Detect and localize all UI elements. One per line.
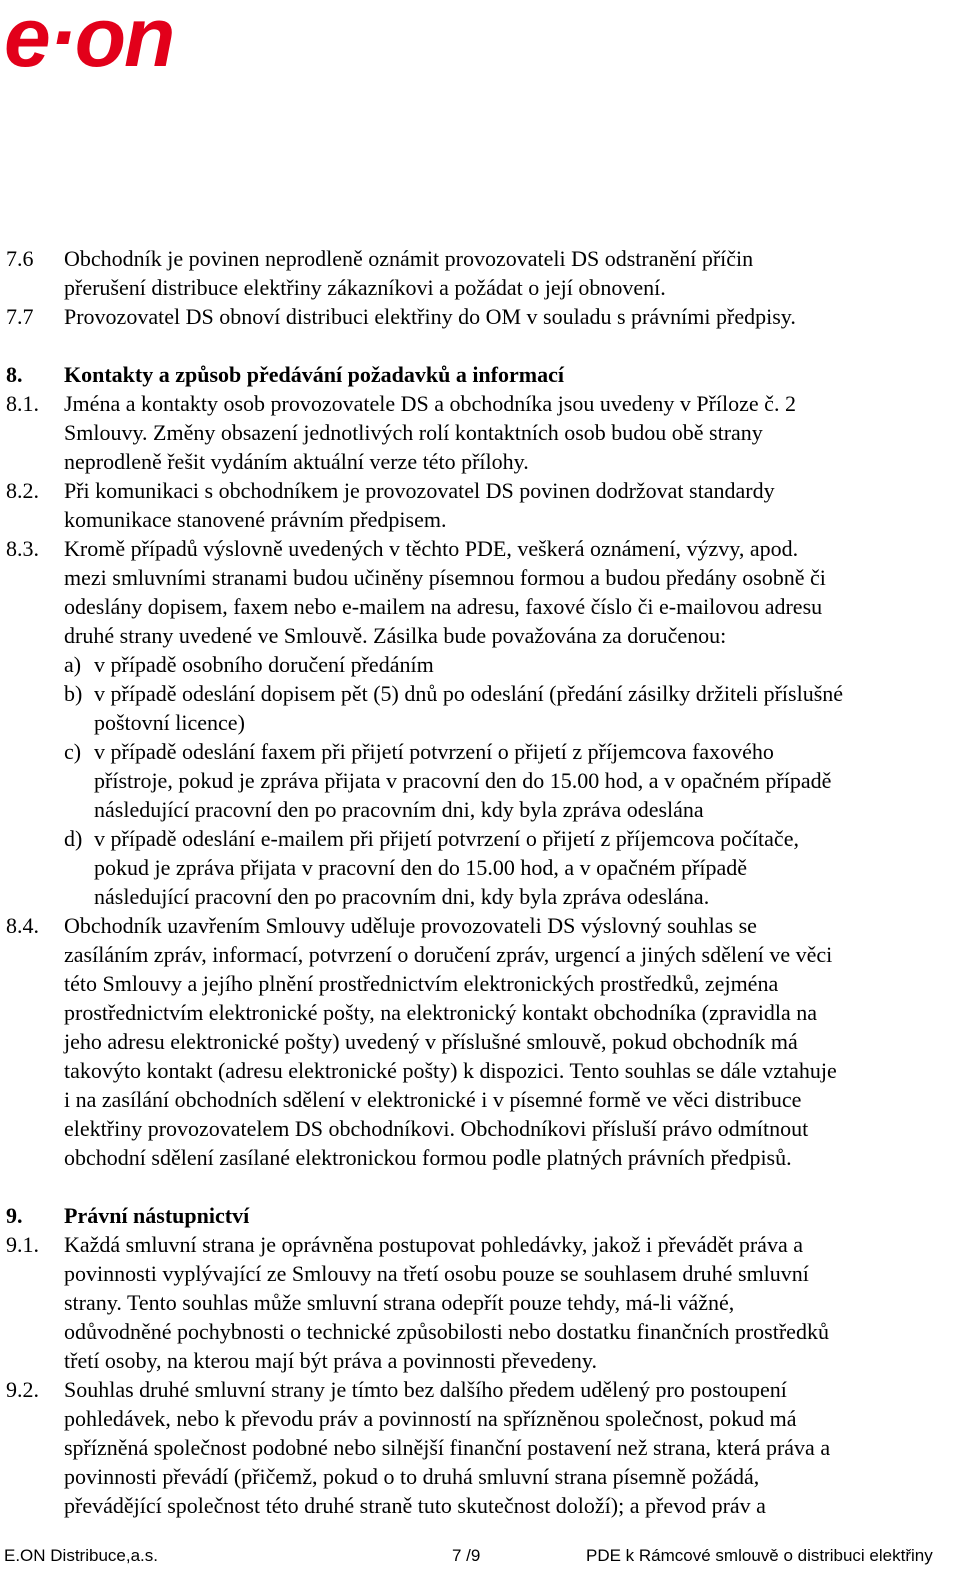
clause-8-4-line1 — [0, 911, 960, 940]
clause-7-7-line1 — [0, 302, 960, 331]
clause-8-1-line2 — [0, 418, 960, 447]
clause-7-6-line1 — [0, 244, 960, 273]
clause-8-4-line7 — [0, 1085, 960, 1114]
clause-text: povinnosti převádí (přičemž, pokud o to druhá smluvní strana písemně požádá, — [64, 1464, 760, 1489]
clause-text: i na zasílání obchodních sdělení v elektronické i v písemné formě ve věci distribuce — [64, 1087, 802, 1112]
clause-8-1-line1 — [0, 389, 960, 418]
clause-text: odůvodněné pochybnosti o technické způsobilosti nebo dostatku finančních prostředků — [64, 1319, 829, 1344]
clause-text: třetí osoby, na kterou mají být práva a povinnosti převedeny. — [64, 1348, 597, 1373]
list-item-c-cont — [0, 766, 960, 795]
clause-8-3-line1 — [0, 534, 960, 563]
clause-number: 9.2. — [6, 1377, 39, 1402]
document-body — [0, 244, 960, 1520]
clause-8-4-line3 — [0, 969, 960, 998]
clause-text: takovýto kontakt (adresu elektronické pošty) k dispozici. Tento souhlas se dále vztahuje — [64, 1058, 837, 1083]
clause-text: neprodleně řešit vydáním aktuální verze této přílohy. — [64, 449, 529, 474]
section-title: Kontakty a způsob předávání požadavků a informací — [64, 362, 564, 387]
clause-8-3-line3 — [0, 592, 960, 621]
list-text: v případě odeslání e-mailem při přijetí potvrzení o přijetí z příjemcova počítače, — [94, 826, 799, 851]
clause-number: 7.6 — [6, 246, 34, 271]
blank-line — [0, 1172, 960, 1201]
blank-line — [0, 331, 960, 360]
list-text: následující pracovní den po pracovním dni, kdy byla zpráva odeslána. — [94, 884, 710, 909]
section-title: Právní nástupnictví — [64, 1203, 250, 1228]
list-item-c — [0, 737, 960, 766]
list-item-b — [0, 679, 960, 708]
clause-9-1-line4 — [0, 1317, 960, 1346]
clause-number: 8.4. — [6, 913, 39, 938]
clause-text: strany. Tento souhlas může smluvní strana odepřít pouze tehdy, má-li vážné, — [64, 1290, 735, 1315]
list-text: pokud je zpráva přijata v pracovní den do 15.00 hod, a v opačném případě — [94, 855, 748, 880]
list-item-c-cont — [0, 795, 960, 824]
clause-8-4-line4 — [0, 998, 960, 1027]
clause-number: 9.1. — [6, 1232, 39, 1257]
clause-8-3-line4 — [0, 621, 960, 650]
clause-8-3-line2 — [0, 563, 960, 592]
clause-number: 7.7 — [6, 304, 34, 329]
clause-text: Každá smluvní strana je oprávněna postupovat pohledávky, jakož i převádět práva a — [64, 1232, 803, 1257]
clause-text: spřízněná společnost podobné nebo silnější finanční postavení než strana, která práva a — [64, 1435, 831, 1460]
list-letter: a) — [64, 652, 82, 677]
clause-number: 8.2. — [6, 478, 39, 503]
footer-company: E.ON Distribuce,a.s. — [4, 1546, 158, 1565]
clause-text: Obchodník uzavřením Smlouvy uděluje provozovateli DS výslovný souhlas se — [64, 913, 757, 938]
clause-8-4-line6 — [0, 1056, 960, 1085]
list-item-d-cont — [0, 882, 960, 911]
clause-9-2-line1 — [0, 1375, 960, 1404]
list-text: následující pracovní den po pracovním dni, kdy byla zpráva odeslána — [94, 797, 704, 822]
list-item-b-cont — [0, 708, 960, 737]
clause-text: jeho adresu elektronické pošty) uvedený v příslušné smlouvě, pokud obchodník má — [64, 1029, 798, 1054]
clause-text: odeslány dopisem, faxem nebo e-mailem na adresu, faxové číslo či e-mailovou adresu — [64, 594, 823, 619]
clause-9-2-line3 — [0, 1433, 960, 1462]
clause-text: povinnosti vyplývající ze Smlouvy na třetí osobu pouze se souhlasem druhé smluvní — [64, 1261, 809, 1286]
clause-8-1-line3 — [0, 447, 960, 476]
footer-document-title: PDE k Rámcové smlouvě o distribuci elektřiny — [586, 1546, 933, 1565]
clause-7-6-line2 — [0, 273, 960, 302]
list-item-a — [0, 650, 960, 679]
clause-9-2-line2 — [0, 1404, 960, 1433]
list-text: v případě odeslání faxem při přijetí potvrzení o přijetí z příjemcova faxového — [94, 739, 774, 764]
clause-text: Obchodník je povinen neprodleně oznámit provozovateli DS odstranění příčin — [64, 246, 754, 271]
clause-text: Jména a kontakty osob provozovatele DS a obchodníka jsou uvedeny v Příloze č. 2 — [64, 391, 796, 416]
clause-8-4-line5 — [0, 1027, 960, 1056]
section-number: 9. — [6, 1203, 23, 1228]
clause-text: pohledávek, nebo k převodu práv a povinností na spřízněnou společnost, pokud má — [64, 1406, 797, 1431]
clause-text: přerušení distribuce elektřiny zákazníkovi a požádat o její obnovení. — [64, 275, 666, 300]
clause-text: mezi smluvními stranami budou učiněny písemnou formou a budou předány osobně či — [64, 565, 826, 590]
list-text: poštovní licence) — [94, 710, 245, 735]
clause-9-1-line2 — [0, 1259, 960, 1288]
clause-text: zasíláním zpráv, informací, potvrzení o doručení zpráv, urgencí a jiných sdělení ve věci — [64, 942, 833, 967]
clause-9-1-line5 — [0, 1346, 960, 1375]
clause-number: 8.3. — [6, 536, 39, 561]
page-footer — [0, 1544, 960, 1574]
clause-text: komunikace stanovené právním předpisem. — [64, 507, 447, 532]
clause-text: Smlouvy. Změny obsazení jednotlivých rolí kontaktních osob budou obě strany — [64, 420, 763, 445]
list-item-d — [0, 824, 960, 853]
clause-9-1-line1 — [0, 1230, 960, 1259]
clause-9-2-line4 — [0, 1462, 960, 1491]
list-letter: d) — [64, 826, 83, 851]
clause-text: druhé strany uvedené ve Smlouvě. Zásilka bude považována za doručenou: — [64, 623, 727, 648]
list-text: přístroje, pokud je zpráva přijata v pracovní den do 15.00 hod, a v opačném případě — [94, 768, 832, 793]
list-letter: b) — [64, 681, 83, 706]
section-number: 8. — [6, 362, 23, 387]
clause-text: Při komunikaci s obchodníkem je provozovatel DS povinen dodržovat standardy — [64, 478, 775, 503]
eon-logo-text: e·on — [4, 2, 174, 74]
clause-text: Provozovatel DS obnoví distribuci elektřiny do OM v souladu s právními předpisy. — [64, 304, 796, 329]
clause-text: Souhlas druhé smluvní strany je tímto bez dalšího předem udělený pro postoupení — [64, 1377, 787, 1402]
eon-logo — [4, 2, 244, 74]
clause-8-2-line1 — [0, 476, 960, 505]
clause-text: této Smlouvy a jejího plnění prostřednictvím elektronických prostředků, zejména — [64, 971, 779, 996]
clause-8-2-line2 — [0, 505, 960, 534]
list-letter: c) — [64, 739, 82, 764]
clause-9-1-line3 — [0, 1288, 960, 1317]
list-text: v případě odeslání dopisem pět (5) dnů po odeslání (předání zásilky držiteli příslušné — [94, 681, 844, 706]
clause-number: 8.1. — [6, 391, 39, 416]
clause-text: prostřednictvím elektronické pošty, na elektronický kontakt obchodníka (zpravidla na — [64, 1000, 818, 1025]
clause-8-4-line8 — [0, 1114, 960, 1143]
list-text: v případě osobního doručení předáním — [94, 652, 434, 677]
list-item-d-cont — [0, 853, 960, 882]
section-heading-8 — [0, 360, 960, 389]
clause-9-2-line5 — [0, 1491, 960, 1520]
clause-text: obchodní sdělení zasílané elektronickou formou podle platných právních předpisů. — [64, 1145, 792, 1170]
footer-page-number: 7 /9 — [452, 1546, 481, 1565]
clause-text: elektřiny provozovatelem DS obchodníkovi. Obchodníkovi přísluší právo odmítnout — [64, 1116, 809, 1141]
clause-text: převádějící společnost této druhé straně tuto skutečnost doloží); a převod práv a — [64, 1493, 766, 1518]
clause-8-4-line2 — [0, 940, 960, 969]
clause-text: Kromě případů výslovně uvedených v těchto PDE, veškerá oznámení, výzvy, apod. — [64, 536, 799, 561]
clause-8-4-line9 — [0, 1143, 960, 1172]
section-heading-9 — [0, 1201, 960, 1230]
